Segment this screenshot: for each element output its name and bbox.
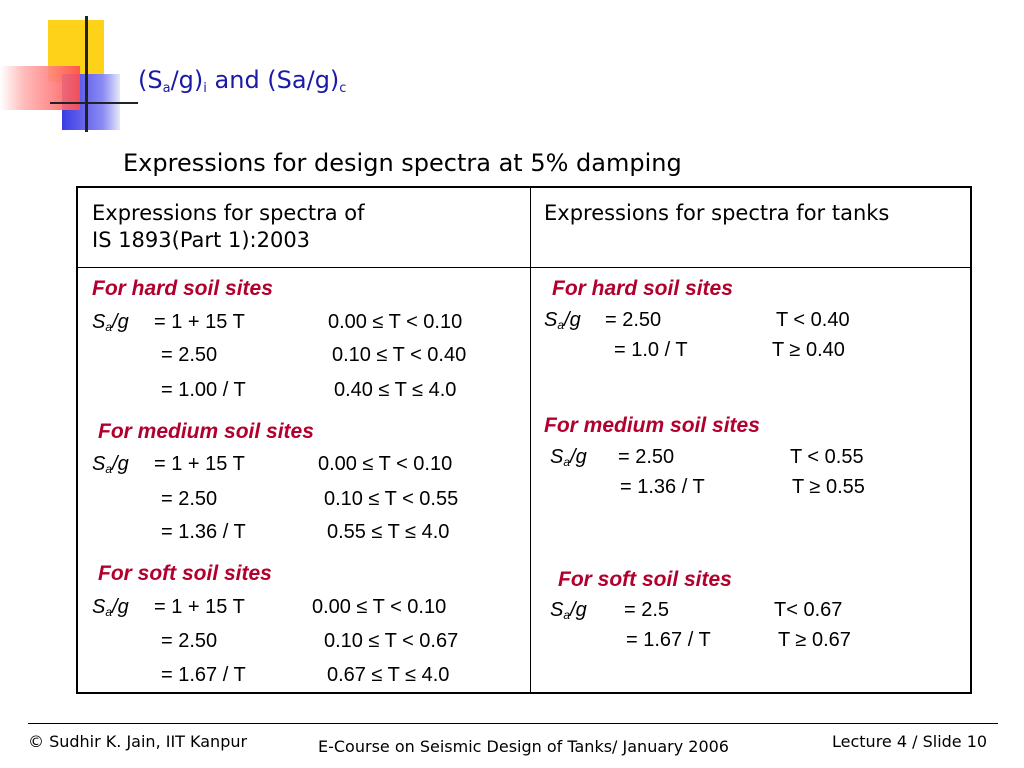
left-hard-heading: For hard soil sites: [92, 277, 273, 300]
header-divider: [78, 267, 970, 268]
footer-divider: [28, 723, 998, 724]
left-medium-heading: For medium soil sites: [98, 420, 314, 443]
slide-subtitle: Expressions for design spectra at 5% damping: [123, 149, 682, 177]
sa-g-label: $S_a/g$: [92, 596, 129, 619]
right-hard-row-1: $S_a/g$ = 2.50 T < 0.40: [544, 309, 850, 332]
sa-g-label: $S_a/g$: [550, 599, 587, 622]
left-hard-row-1: $S_a/g$ = 1 + 15 T 0.00 ≤ T < 0.10: [92, 311, 463, 334]
left-soft-heading: For soft soil sites: [98, 562, 272, 585]
deco-vertical-line: [85, 16, 88, 132]
sa-g-label: $S_a/g$: [550, 446, 587, 469]
column-divider: [530, 188, 531, 692]
right-soft-row-1: $S_a/g$ = 2.5 T< 0.67: [550, 599, 843, 622]
sa-g-label: $S_a/g$: [544, 309, 581, 332]
corner-decoration: [0, 0, 140, 140]
slide-title: $(S_a/g)_i$ and $(Sa/g)_c$: [138, 66, 347, 96]
footer-slide-number: Lecture 4 / Slide 10: [832, 732, 988, 751]
right-medium-heading: For medium soil sites: [544, 414, 760, 437]
header-right: Expressions for spectra for tanks: [544, 201, 890, 225]
deco-horizontal-line: [50, 102, 138, 104]
left-soft-row-1: $S_a/g$ = 1 + 15 T 0.00 ≤ T < 0.10: [92, 596, 447, 619]
footer-course: E-Course on Seismic Design of Tanks/ January 2006: [318, 737, 729, 756]
right-soft-heading: For soft soil sites: [558, 568, 732, 591]
right-hard-heading: For hard soil sites: [552, 277, 733, 300]
header-left: Expressions for spectra of IS 1893(Part 1):2003: [92, 201, 365, 252]
sa-g-label: $S_a/g$: [92, 453, 129, 476]
left-medium-row-1: $S_a/g$ = 1 + 15 T 0.00 ≤ T < 0.10: [92, 453, 453, 476]
spectra-table: Expressions for spectra of IS 1893(Part 1):2003 Expressions for spectra for tanks For hard soil sites $S_a/g$ = 1 + 15 T 0.00 ≤ T < 0.10 = 2.50 0.10 ≤ T < 0.40 = 1.00 / T 0.40 ≤ T ≤ 4.0 For medium soil sites $S_a/g$ = 1 + 15 T 0.00 ≤ T < 0.10 = 2.50 0.10 ≤ T < 0.55 = 1.36 / T 0.55 ≤ T ≤ 4.0 For soft soil sites $S_a/g$ = 1 + 15 T 0.00 ≤ T < 0.10 = 2.50 0.10 ≤ T < 0.67 = 1.67 / T 0.67 ≤ T ≤ 4.0 For hard soil sites $S_a/g$ = 2.50 T < 0.40 = 1.0 / T T ≥ 0.40 For medium soil sites $S_a/g$ = 2.50 T < 0.55 = 1.36 / T T ≥ 0.55 For soft soil sites $S_a/g$ = 2.5 T< 0.67 = 1.67 / T T ≥ 0.67: [76, 186, 972, 694]
sa-g-label: $S_a/g$: [92, 311, 129, 334]
footer-copyright: © Sudhir K. Jain, IIT Kanpur: [28, 732, 248, 751]
right-medium-row-1: $S_a/g$ = 2.50 T < 0.55: [550, 446, 864, 469]
